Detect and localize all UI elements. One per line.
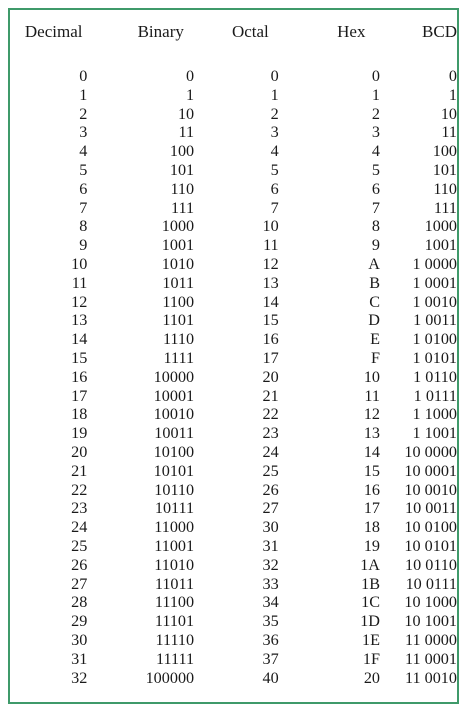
cell-binary: 10101	[153, 461, 195, 480]
cell-octal: 37	[262, 649, 279, 668]
cell-bcd: 10 0011	[404, 499, 457, 518]
table-row	[10, 236, 457, 255]
cell-hex: D	[368, 311, 380, 330]
cell-decimal: 30	[71, 630, 88, 649]
cell-bcd: 1 1000	[412, 405, 457, 424]
cell-bcd: 10 0010	[404, 480, 457, 499]
cell-decimal: 24	[71, 518, 88, 537]
cell-decimal: 3	[79, 123, 88, 142]
cell-octal: 23	[262, 424, 279, 443]
cell-octal: 20	[262, 367, 279, 386]
cell-decimal: 25	[71, 536, 88, 555]
cell-hex: 1	[371, 85, 380, 104]
header-hex: Hex	[337, 22, 366, 41]
cell-hex: A	[368, 254, 380, 273]
cell-hex: 3	[371, 123, 380, 142]
cell-decimal: 10	[71, 254, 88, 273]
table-row	[10, 518, 457, 537]
cell-octal: 24	[262, 442, 279, 461]
table-row	[10, 462, 457, 481]
cell-decimal: 14	[71, 330, 88, 349]
cell-hex: 16	[363, 480, 380, 499]
cell-bcd: 10 1000	[404, 593, 457, 612]
cell-decimal: 5	[79, 160, 88, 179]
cell-binary: 100000	[145, 668, 195, 687]
cell-bcd: 10 0100	[404, 518, 457, 537]
cell-bcd: 1 0000	[412, 254, 457, 273]
cell-bcd: 11	[441, 123, 457, 142]
cell-bcd: 1 0001	[412, 273, 457, 292]
table-row	[10, 368, 457, 387]
cell-bcd: 110	[433, 179, 457, 198]
cell-decimal: 16	[71, 367, 88, 386]
cell-octal: 25	[262, 461, 279, 480]
table-row	[10, 105, 457, 124]
cell-decimal: 28	[71, 593, 88, 612]
cell-octal: 4	[270, 142, 279, 161]
table-row	[10, 67, 457, 86]
cell-hex: 5	[371, 160, 380, 179]
table-row	[10, 217, 457, 236]
cell-decimal: 8	[79, 217, 88, 236]
cell-binary: 10010	[153, 405, 195, 424]
cell-binary: 11100	[154, 593, 195, 612]
cell-hex: 2	[371, 104, 380, 123]
table-row	[10, 405, 457, 424]
cell-bcd: 111	[433, 198, 457, 217]
cell-octal: 27	[262, 499, 279, 518]
cell-octal: 17	[262, 348, 279, 367]
cell-hex: 9	[371, 236, 380, 255]
cell-hex: 6	[371, 179, 380, 198]
table-row	[10, 311, 457, 330]
cell-binary: 10111	[154, 499, 195, 518]
cell-hex: 1E	[362, 630, 380, 649]
cell-bcd: 10 0101	[404, 536, 457, 555]
table-row	[10, 274, 457, 293]
cell-bcd: 1 1001	[412, 424, 457, 443]
cell-bcd: 1 0011	[413, 311, 457, 330]
table-row	[10, 537, 457, 556]
table-frame	[8, 8, 459, 704]
table-row	[10, 142, 457, 161]
cell-decimal: 22	[71, 480, 88, 499]
cell-binary: 11110	[155, 630, 195, 649]
cell-bcd: 1000	[424, 217, 457, 236]
cell-decimal: 29	[71, 612, 88, 631]
cell-hex: 19	[363, 536, 380, 555]
cell-decimal: 19	[71, 424, 88, 443]
cell-binary: 1011	[162, 273, 195, 292]
cell-decimal: 0	[79, 67, 88, 85]
cell-bcd: 1 0101	[412, 348, 457, 367]
cell-hex: 14	[363, 442, 380, 461]
cell-binary: 10110	[154, 480, 195, 499]
cell-hex: F	[370, 348, 380, 367]
cell-bcd: 10 1001	[404, 612, 457, 631]
cell-bcd: 101	[432, 160, 457, 179]
cell-decimal: 32	[71, 668, 88, 687]
table-row	[10, 424, 457, 443]
cell-binary: 101	[169, 160, 195, 179]
cell-bcd: 10 0001	[404, 461, 457, 480]
cell-binary: 11111	[156, 649, 195, 668]
cell-binary: 111	[171, 198, 195, 217]
cell-binary: 1111	[163, 348, 195, 367]
cell-binary: 11011	[154, 574, 195, 593]
cell-binary: 10100	[153, 442, 195, 461]
number-systems-table	[10, 10, 457, 687]
cell-hex: 11	[364, 386, 380, 405]
cell-hex: 8	[371, 217, 380, 236]
cell-bcd: 1 0110	[413, 367, 457, 386]
cell-hex: B	[369, 273, 380, 292]
cell-hex: 15	[363, 461, 380, 480]
cell-bcd: 11 0010	[404, 668, 457, 687]
cell-decimal: 20	[71, 442, 88, 461]
header-bcd: BCD	[422, 22, 457, 41]
cell-binary: 10011	[154, 424, 195, 443]
cell-octal: 34	[262, 593, 279, 612]
cell-decimal: 11	[71, 273, 88, 292]
header-octal: Octal	[231, 22, 269, 41]
cell-bcd: 100	[432, 142, 457, 161]
cell-bcd: 10 0110	[404, 555, 457, 574]
table-body	[10, 67, 457, 687]
cell-bcd: 11 0000	[404, 630, 457, 649]
cell-octal: 13	[262, 273, 279, 292]
cell-binary: 10	[177, 104, 195, 123]
cell-hex: 7	[371, 198, 380, 217]
cell-binary: 11000	[154, 518, 195, 537]
table-row	[10, 499, 457, 518]
table-row	[10, 86, 457, 105]
cell-octal: 6	[270, 179, 279, 198]
cell-hex: 0	[371, 67, 380, 85]
cell-bcd: 1001	[424, 236, 457, 255]
cell-binary: 100	[169, 142, 195, 161]
cell-hex: 13	[363, 424, 380, 443]
cell-bcd: 11 0001	[404, 649, 457, 668]
cell-hex: 18	[363, 518, 380, 537]
cell-decimal: 7	[79, 198, 88, 217]
cell-octal: 30	[262, 518, 279, 537]
cell-octal: 1	[270, 85, 279, 104]
cell-octal: 5	[270, 160, 279, 179]
table-row	[10, 349, 457, 368]
cell-octal: 31	[262, 536, 279, 555]
cell-hex: 20	[363, 668, 380, 687]
cell-binary: 11	[178, 123, 195, 142]
table-row	[10, 255, 457, 274]
cell-decimal: 6	[79, 179, 88, 198]
cell-binary: 11010	[154, 555, 195, 574]
header-binary: Binary	[137, 22, 184, 41]
cell-hex: 17	[363, 499, 380, 518]
cell-bcd: 10 0111	[405, 574, 457, 593]
cell-hex: 1B	[361, 574, 380, 593]
cell-octal: 3	[270, 123, 279, 142]
cell-octal: 26	[262, 480, 279, 499]
cell-hex: 12	[363, 405, 380, 424]
header-decimal: Decimal	[24, 22, 83, 41]
cell-octal: 36	[262, 630, 279, 649]
cell-octal: 0	[270, 67, 279, 85]
table-row	[10, 387, 457, 406]
cell-decimal: 26	[71, 555, 88, 574]
header-row	[10, 10, 457, 54]
cell-octal: 16	[262, 330, 279, 349]
cell-bcd: 1 0111	[413, 386, 457, 405]
cell-decimal: 1	[79, 85, 88, 104]
cell-octal: 22	[262, 405, 279, 424]
cell-bcd: 10 0000	[404, 442, 457, 461]
cell-octal: 15	[262, 311, 279, 330]
table-row	[10, 556, 457, 575]
cell-octal: 2	[270, 104, 279, 123]
table-row	[10, 199, 457, 218]
cell-bcd: 1 0100	[412, 330, 457, 349]
cell-decimal: 27	[71, 574, 88, 593]
cell-binary: 1010	[161, 254, 195, 273]
cell-octal: 7	[270, 198, 279, 217]
cell-binary: 1	[186, 85, 195, 104]
table-row	[10, 575, 457, 594]
table-row	[10, 123, 457, 142]
cell-decimal: 31	[71, 649, 88, 668]
cell-binary: 1101	[162, 311, 195, 330]
cell-binary: 10001	[153, 386, 195, 405]
cell-decimal: 9	[79, 236, 88, 255]
table-row	[10, 631, 457, 650]
cell-binary: 10000	[153, 367, 195, 386]
cell-hex: 4	[371, 142, 380, 161]
cell-decimal: 23	[71, 499, 88, 518]
cell-decimal: 17	[71, 386, 88, 405]
cell-decimal: 15	[71, 348, 88, 367]
cell-decimal: 12	[71, 292, 88, 311]
cell-binary: 1100	[162, 292, 195, 311]
cell-octal: 21	[262, 386, 279, 405]
table-row	[10, 330, 457, 349]
cell-octal: 33	[262, 574, 279, 593]
cell-octal: 12	[262, 254, 279, 273]
cell-hex: C	[369, 292, 380, 311]
table-row	[10, 161, 457, 180]
table-row	[10, 443, 457, 462]
cell-binary: 1000	[161, 217, 195, 236]
cell-bcd: 1 0010	[412, 292, 457, 311]
cell-octal: 10	[262, 217, 279, 236]
cell-octal: 11	[263, 236, 279, 255]
table-row	[10, 180, 457, 199]
cell-binary: 1001	[161, 236, 195, 255]
cell-hex: 1D	[360, 612, 380, 631]
cell-decimal: 13	[71, 311, 88, 330]
table-row	[10, 481, 457, 500]
cell-octal: 40	[262, 668, 279, 687]
cell-bcd: 10	[440, 104, 457, 123]
table-row	[10, 293, 457, 312]
table-row	[10, 669, 457, 688]
cell-hex: 10	[363, 367, 380, 386]
cell-binary: 110	[170, 179, 195, 198]
cell-hex: 1A	[360, 555, 380, 574]
cell-hex: E	[370, 330, 380, 349]
table-row	[10, 650, 457, 669]
cell-decimal: 4	[79, 142, 88, 161]
cell-decimal: 18	[71, 405, 88, 424]
cell-octal: 35	[262, 612, 279, 631]
cell-bcd: 0	[448, 67, 457, 85]
cell-decimal: 2	[79, 104, 88, 123]
table-row	[10, 593, 457, 612]
table-row	[10, 612, 457, 631]
cell-binary: 11101	[154, 612, 195, 631]
cell-decimal: 21	[71, 461, 88, 480]
cell-binary: 11001	[154, 536, 195, 555]
cell-bcd: 1	[448, 85, 457, 104]
cell-binary: 1110	[162, 330, 195, 349]
cell-binary: 0	[186, 67, 195, 85]
cell-hex: 1C	[361, 593, 380, 612]
cell-octal: 14	[262, 292, 279, 311]
cell-hex: 1F	[362, 649, 380, 668]
cell-octal: 32	[262, 555, 279, 574]
